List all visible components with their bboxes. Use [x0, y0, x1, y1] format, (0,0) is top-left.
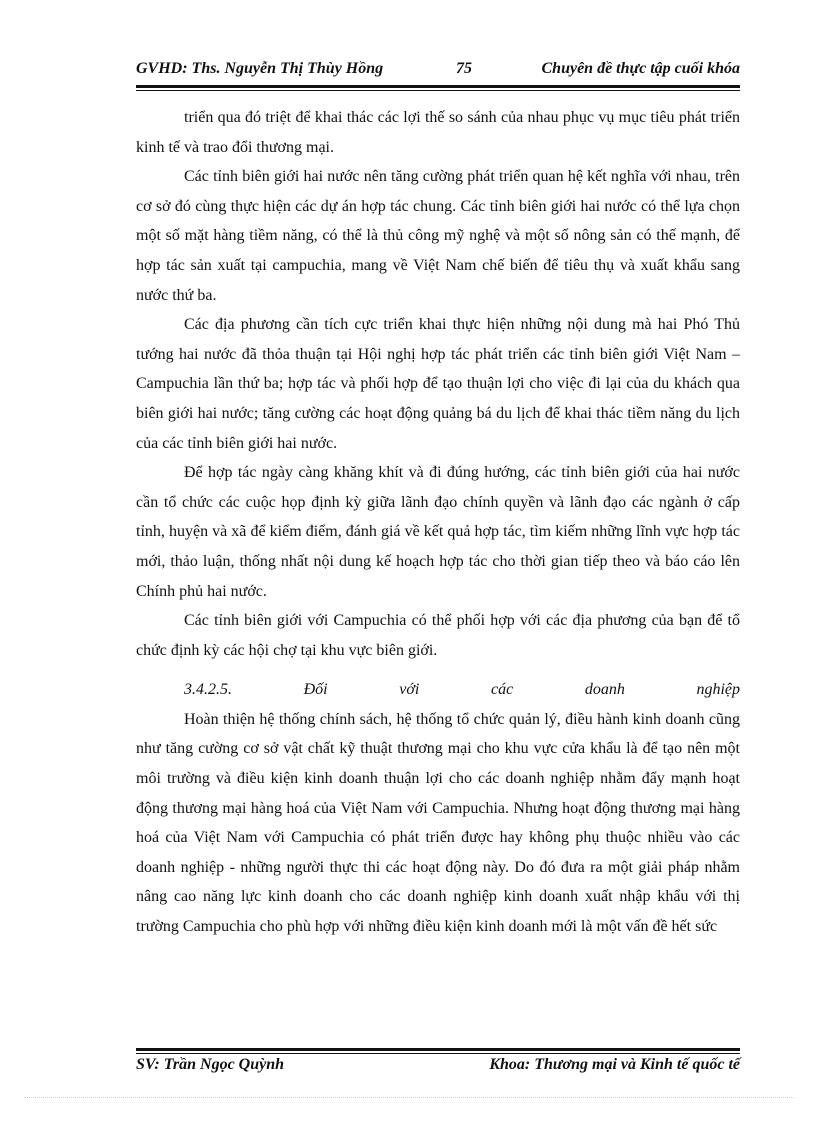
footer-faculty: Khoa: Thương mại và Kinh tế quốc tế: [489, 1056, 740, 1073]
page-footer: [136, 1056, 740, 1078]
paragraph: Để hợp tác ngày càng khăng khít và đi đúng hướng, các tỉnh biên giới của hai nước cần tổ chức các cuộc họp định kỳ giữa lãnh đạo chính quyền và lãnh đạo các ngành ở cấp tỉnh, huyện và xã để kiểm điểm, đánh giá về kết quả hợp tác, tìm kiếm những lĩnh vực hợp tác mới, thảo luận, thống nhất nội dung kế hoạch hợp tác cho thời gian tiếp theo và báo cáo lên Chính phủ hai nước.: [136, 464, 740, 600]
paragraph: Các tỉnh biên giới với Campuchia có thể phối hợp với các địa phương của bạn để tổ chức định kỳ các hội chợ tại khu vực biên giới.: [136, 612, 740, 659]
header-rule-thin: [136, 90, 740, 91]
page-number: 75: [456, 60, 472, 77]
footer-rule-thin: [136, 1053, 740, 1054]
paragraph: Các địa phương cần tích cực triển khai thực hiện những nội dung mà hai Phó Thủ tướng hai nước đã thỏa thuận tại Hội nghị hợp tác phát triển các tỉnh biên giới Việt Nam – Campuchia lần thứ ba; hợp tác và phối hợp để tạo thuận lợi cho việc đi lại của du khách qua biên giới hai nước; tăng cường các hoạt động quảng bá du lịch để khai thác tiềm năng du lịch của các tỉnh biên giới hai nước.: [136, 316, 740, 452]
page-body: [136, 103, 740, 942]
page-header: [136, 60, 740, 82]
section-heading: 3.4.2.5. Đối với các doanh nghiệp: [184, 681, 740, 699]
header-supervisor: GVHD: Ths. Nguyễn Thị Thùy Hồng: [136, 60, 384, 77]
paragraph: triển qua đó triệt để khai thác các lợi thế so sánh của nhau phục vụ mục tiêu phát triển kinh tế và trao đổi thương mại.: [136, 109, 740, 156]
page-edge-divider: [24, 1097, 794, 1098]
paragraph: Các tỉnh biên giới hai nước nên tăng cường phát triển quan hệ kết nghĩa với nhau, trên cơ sở đó cùng thực hiện các dự án hợp tác chung. Các tỉnh biên giới hai nước có thể lựa chọn một số mặt hàng tiềm năng, có thể là thủ công mỹ nghệ và một số nông sản có thế mạnh, để hợp tác sản xuất tại campuchia, mang về Việt Nam chế biến để tiêu thụ và xuất khẩu sang nước thứ ba.: [136, 168, 740, 304]
paragraph: Hoàn thiện hệ thống chính sách, hệ thống tổ chức quản lý, điều hành kinh doanh cũng như tăng cường cơ sở vật chất kỹ thuật thương mại cho khu vực cửa khẩu là để tạo nên một môi trường và điều kiện kinh doanh thuận lợi cho các doanh nghiệp nhằm đẩy mạnh hoạt động thương mại hàng hoá của Việt Nam với Campuchia. Nhưng hoạt động thương mại hàng hoá của Việt Nam với Campuchia có phát triển được hay không phụ thuộc nhiều vào các doanh nghiệp - những người thực thi các hoạt động này. Do đó đưa ra một giải pháp nhằm nâng cao năng lực kinh doanh cho các doanh nghiệp kinh doanh xuất nhập khẩu với thị trường Campuchia cho phù hợp với những điều kiện kinh doanh mới là một vấn đề hết sức: [136, 710, 740, 936]
header-rule: [136, 85, 740, 88]
header-document-title: Chuyên đề thực tập cuối khóa: [541, 60, 740, 77]
footer-student: SV: Trần Ngọc Quỳnh: [136, 1056, 285, 1073]
footer-rule: [136, 1048, 740, 1051]
